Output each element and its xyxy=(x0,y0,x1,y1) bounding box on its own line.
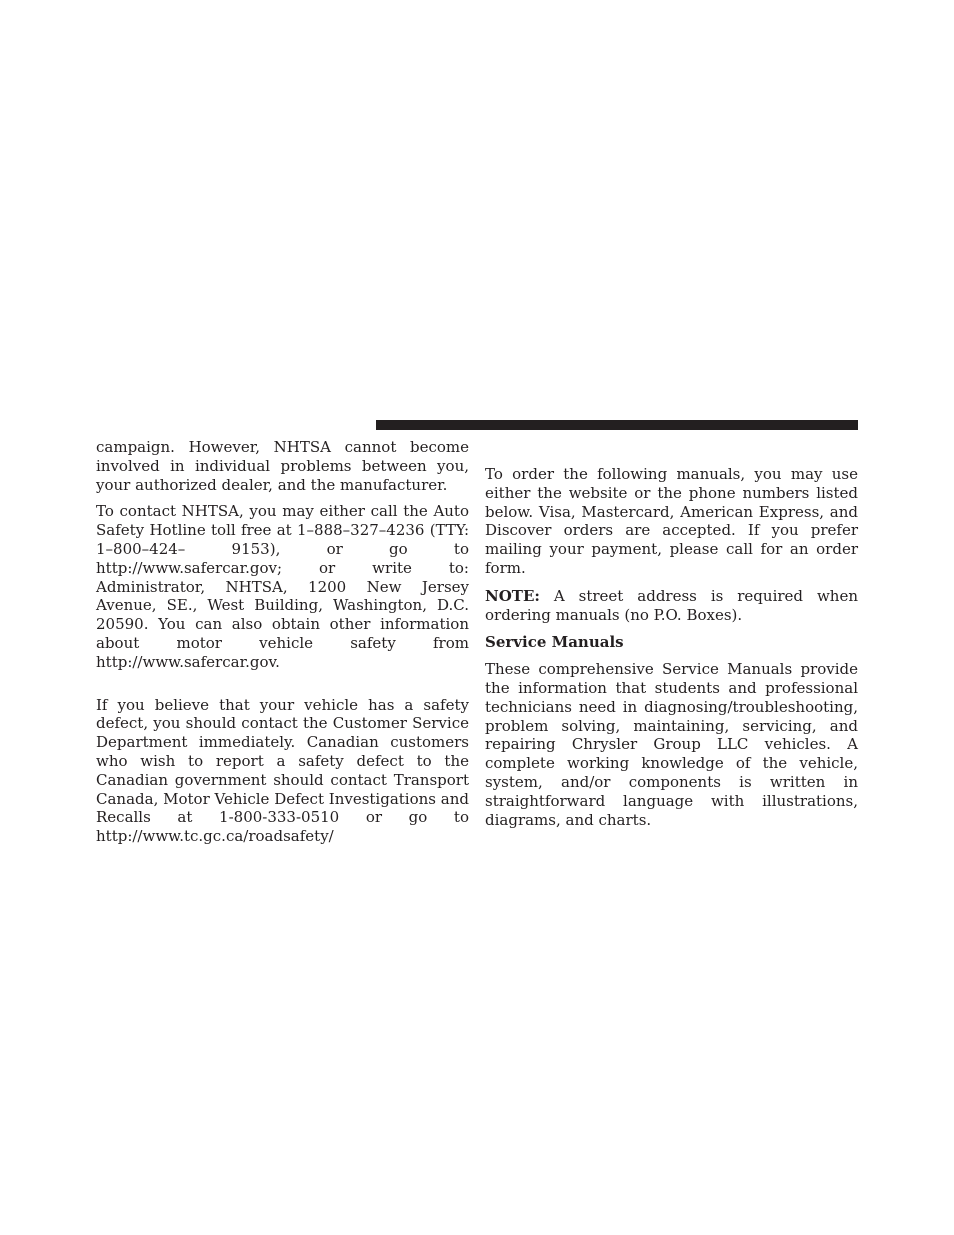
safety-defect-paragraph: If you believe that your vehicle has a safety defect, you should contact the Customer Service Department immediately. Canadian customers who wish to report a safety defect to the Canadian government should contact Transport Canada, Motor Vehicle Defect Investigations and Recalls at 1-800-333-0510 or go to http://www.tc.gc.ca/roadsafety/ xyxy=(96,695,469,846)
left-column xyxy=(96,438,469,846)
note-paragraph xyxy=(485,587,858,625)
right-column xyxy=(485,465,858,829)
note-label: NOTE: xyxy=(485,586,540,605)
note-text: A street address is required when ordering manuals (no P.O. Boxes). xyxy=(485,586,858,624)
service-manuals-paragraph: These comprehensive Service Manuals provide the information that students and professional technicians need in diagnosing/troubleshooting, problem solving, maintaining, servicing, and repairing Chrysler Group LLC vehicles. A complete working knowledge of the vehicle, system, and/or components is written in straightforward language with illustrations, diagrams, and charts. xyxy=(485,660,858,829)
nhtsa-contact-paragraph: To contact NHTSA, you may either call the Auto Safety Hotline toll free at 1–888–327–4236 (TTY: 1–800–424– 9153), or go to http://www.safercar.gov; or write to: Administrator, NHTSA, 1200 New Jersey Avenue, SE., West Building, Washington, D.C. 20590. You can also obtain other information about motor vehicle safety from http://www.safercar.gov. xyxy=(96,502,469,671)
order-manuals-paragraph: To order the following manuals, you may use either the website or the phone numbers listed below. Visa, Mastercard, American Express, and Discover orders are accepted. If you prefer mailing your payment, please call for an order form. xyxy=(485,465,858,577)
nhtsa-campaign-paragraph: campaign. However, NHTSA cannot become involved in individual problems between you, your authorized dealer, and the manufacturer. xyxy=(96,438,469,494)
service-manuals-heading: Service Manuals xyxy=(485,633,624,652)
header-rule xyxy=(376,420,858,430)
